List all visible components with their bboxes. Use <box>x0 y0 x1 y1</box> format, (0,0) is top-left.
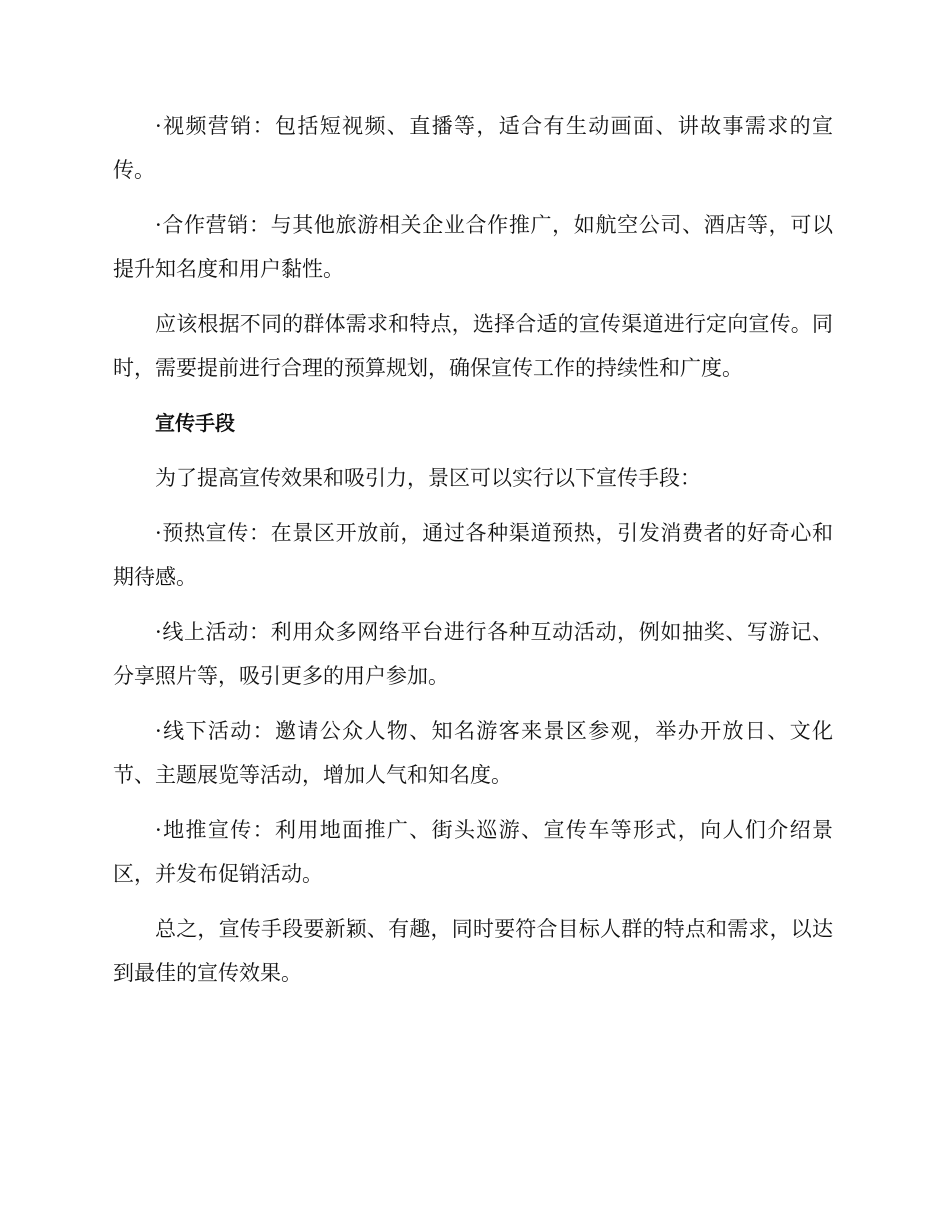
bullet-item-offline-activities <box>113 709 833 797</box>
bullet-item-cooperation-marketing <box>113 203 833 291</box>
bullet-item-online-activities <box>113 610 833 698</box>
paragraph-conclusion: 总之，宣传手段要新颖、有趣，同时要符合目标人群的特点和需求，以达到最佳的宣传效果。 <box>113 917 833 985</box>
bullet-item-video-marketing <box>113 104 833 192</box>
bullet-marker: · <box>155 719 162 743</box>
paragraph-intro-methods: 为了提高宣传效果和吸引力，景区可以实行以下宣传手段： <box>155 466 701 490</box>
bullet-text: 视频营销：包括短视频、直播等，适合有生动画面、讲故事需求的宣传。 <box>113 114 833 182</box>
bullet-text: 线下活动：邀请公众人物、知名游客来景区参观，举办开放日、文化节、主题展览等活动，增加人气和知名度。 <box>113 719 833 787</box>
paragraph-channel-selection: 应该根据不同的群体需求和特点，选择合适的宣传渠道进行定向宣传。同时，需要提前进行合理的预算规划，确保宣传工作的持续性和广度。 <box>113 312 833 380</box>
bullet-text: 线上活动：利用众多网络平台进行各种互动活动，例如抽奖、写游记、分享照片等，吸引更多的用户参加。 <box>113 620 833 688</box>
bullet-marker: · <box>155 213 162 237</box>
bullet-text: 预热宣传：在景区开放前，通过各种渠道预热，引发消费者的好奇心和期待感。 <box>113 521 833 589</box>
bullet-marker: · <box>155 114 162 138</box>
bullet-text: 合作营销：与其他旅游相关企业合作推广，如航空公司、酒店等，可以提升知名度和用户黏性。 <box>113 213 833 281</box>
bullet-marker: · <box>155 521 162 545</box>
bullet-marker: · <box>155 818 162 842</box>
document-body <box>113 104 833 1006</box>
bullet-item-warmup <box>113 511 833 599</box>
bullet-item-ground-promotion <box>113 808 833 896</box>
section-heading: 宣传手段 <box>155 411 235 435</box>
bullet-marker: · <box>155 620 162 644</box>
bullet-text: 地推宣传：利用地面推广、街头巡游、宣传车等形式，向人们介绍景区，并发布促销活动。 <box>113 818 833 886</box>
